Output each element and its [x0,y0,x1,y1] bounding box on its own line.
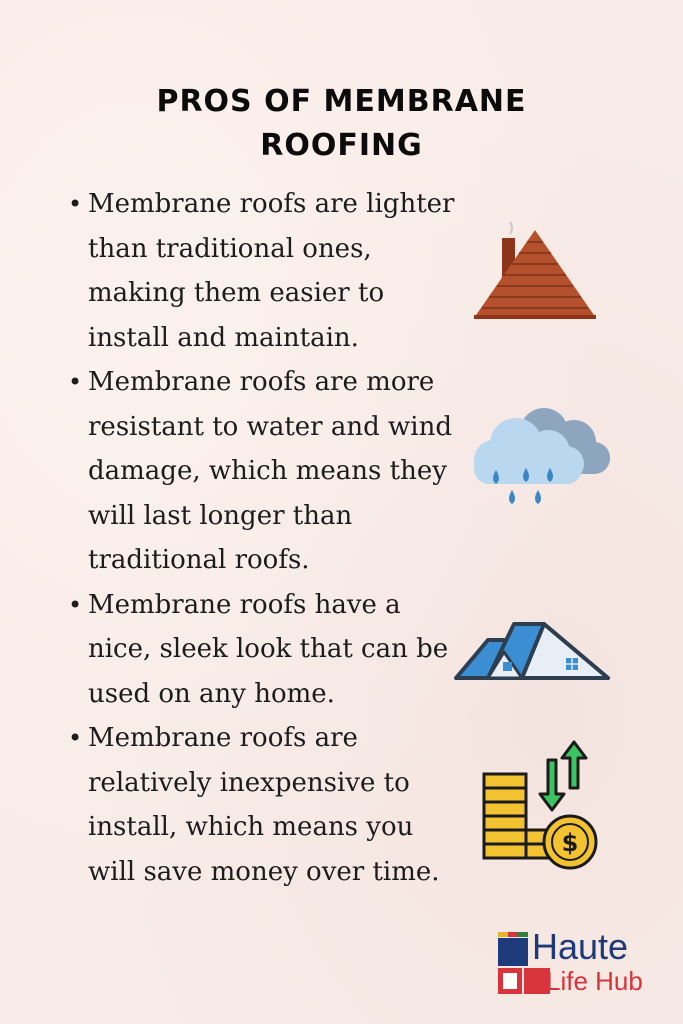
dollar-coin-icon [540,812,600,872]
item-line: relatively inexpensive to [88,767,410,798]
item-line: than traditional ones, [88,233,372,264]
title-line-2: ROOFING [260,128,423,164]
item-line: will save money over time. [88,856,440,887]
item-line: nice, sleek look that can be [88,634,449,664]
item-line: traditional roofs. [88,545,310,575]
item-line: install and maintain. [88,322,359,353]
item-line: install, which means you [88,812,414,842]
item-line: Membrane roofs have a [88,589,401,620]
item-line: making them easier to [88,278,385,308]
pros-list [68,182,468,894]
page-title [0,80,683,168]
house-roof-icon [448,616,616,686]
haute-life-hub-logo [496,926,666,1000]
roof-icon [472,218,598,322]
svg-text:$: $ [561,829,579,857]
item-line: damage, which means they [88,456,447,486]
list-item: • Membrane roofs are relatively inexpensive to install, which means you will save money over time. [68,723,440,887]
logo-word-haute: Haute [532,926,629,967]
title-line-1: PROS OF MEMBRANE [156,84,527,120]
logo-word-life-hub: Life Hub [546,966,643,996]
item-line: used on any home. [88,678,335,709]
list-item: • Membrane roofs are more resistant to water and wind damage, which means they will last longer than traditional roofs. [68,367,452,575]
item-line: resistant to water and wind [88,411,452,442]
item-line: Membrane roofs are [88,723,358,753]
rain-cloud-icon [466,402,614,518]
list-item: • Membrane roofs are lighter than traditional ones, making them easier to install and maintain. [68,189,455,353]
item-line: Membrane roofs are more [88,367,435,397]
item-line: will last longer than [88,500,353,531]
list-item: • Membrane roofs have a nice, sleek look that can be used on any home. [68,589,449,709]
item-line: Membrane roofs are lighter [88,189,455,219]
